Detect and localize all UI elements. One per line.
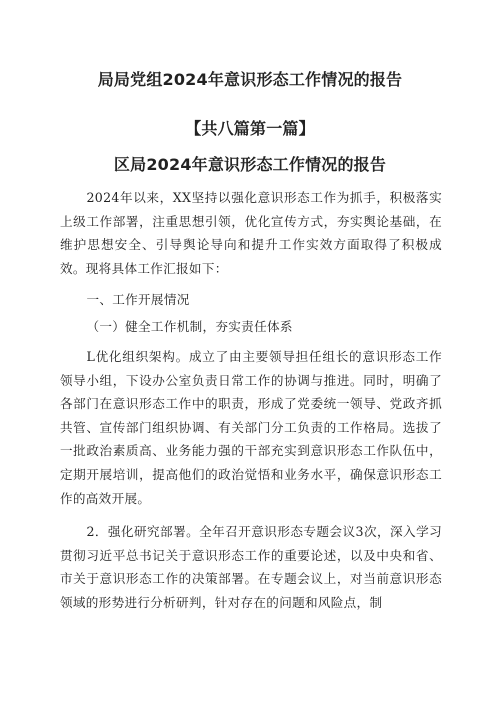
subsection-heading: （一）健全工作机制，夯实责任体系: [86, 319, 293, 334]
document-series-label: 【共八篇第一篇】: [185, 119, 315, 138]
section-heading: 一、工作开展情况: [86, 292, 190, 307]
intro-paragraph: 2024年以来，XX坚持以强化意识形态工作为抓手，积极落实上级工作部署，注重思想引领，优化宣传方式，夯实舆论基础，在维护思想安全、引导舆论导向和提升工作实效方面取得了积极成效。现将具体工作汇报如下：: [60, 190, 442, 276]
body-paragraph-item-1: L优化组织架构。成立了由主要领导担任组长的意识形态工作领导小组，下设办公室负责日常工作的协调与推进。同时，明确了各部门在意识形态工作中的职责，形成了党委统一领导、党政齐抓共管、宣传部门组织协调、有关部门分工负责的工作格局。选拔了一批政治素质高、业务能力强的干部充实到意识形态工作队伍中，定期开展培训，提高他们的政治觉悟和业务水平，确保意识形态工作的高效开展。: [60, 349, 442, 506]
document-main-title: 局局党组2024年意识形态工作情况的报告: [97, 70, 403, 89]
body-paragraph-item-2: 2．强化研究部署。全年召开意识形态专题会议3次，深入学习贯彻习近平总书记关于意识形态工作的重要论述，以及中央和省、市关于意识形态工作的决策部署。在专题会议上，对当前意识形态领域的形势进行分析研判，针对存在的问题和风险点，制: [60, 524, 442, 610]
document-subtitle: 区局2024年意识形态工作情况的报告: [113, 155, 387, 174]
